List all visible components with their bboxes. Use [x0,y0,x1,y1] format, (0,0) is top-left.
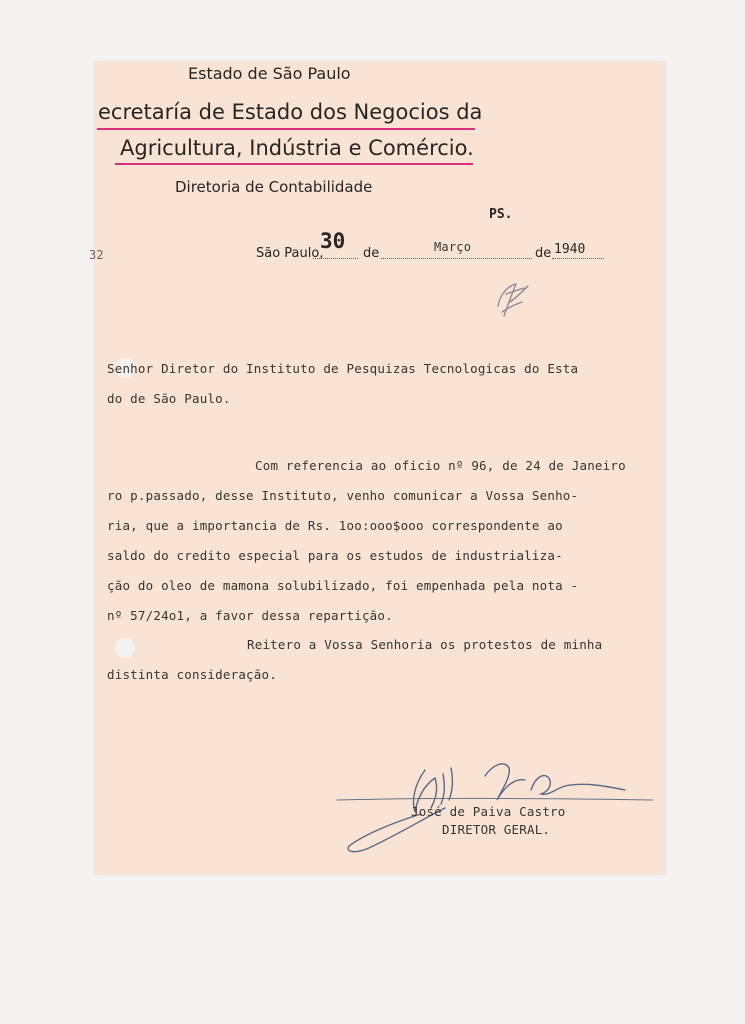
date-city-label: São Paulo, [256,246,324,261]
magenta-underline-2 [115,163,473,165]
letterhead-department: Diretoria de Contabilidade [175,178,373,196]
rubric-mark [488,272,538,332]
date-de-2: de [535,246,552,261]
date-year: 1940 [554,242,586,257]
paragraph-2-line-2: distinta consideração. [107,667,277,682]
signatory-name: José de Paiva Castro [411,804,566,819]
letterhead-secretariat-line1: ecretaría de Estado dos Negocios da [98,100,483,124]
letterhead-state: Estado de São Paulo [188,64,351,83]
date-day: 30 [320,229,346,253]
letter-paper [89,62,665,874]
magenta-underline-1 [97,128,475,130]
date-year-dots [552,258,604,259]
date-de-1: de [363,246,380,261]
address-line-2: do de São Paulo. [107,391,231,406]
paragraph-1-line-6: nº 57/24o1, a favor dessa repartição. [107,608,393,623]
paragraph-1-line-5: ção do oleo de mamona solubilizado, foi empenhada pela nota - [107,578,579,593]
paragraph-1-line-1: Com referencia ao oficio nº 96, de 24 de Janeiro [255,458,626,473]
punch-hole-bottom [115,638,135,658]
paragraph-2-line-1: Reitero a Vossa Senhoria os protestos de minha [247,637,603,652]
paragraph-1-line-3: ria, que a importancia de Rs. 1oo:ooo$ooo correspondente ao [107,518,563,533]
left-margin-number: 32 [89,248,104,262]
letterhead-secretariat-line2: Agricultura, Indústria e Comércio. [120,136,474,160]
paragraph-1-line-2: ro p.passado, desse Instituto, venho comunicar a Vossa Senho- [107,488,579,503]
date-month: Março [434,240,472,254]
signatory-title: DIRETOR GERAL. [442,822,551,837]
reference-initials: PS. [489,207,513,222]
date-day-dots [313,258,358,259]
date-month-dots [381,258,532,259]
paragraph-1-line-4: saldo do credito especial para os estudos de industrializa- [107,548,563,563]
handwritten-signature [335,742,665,862]
address-line-1: Senhor Diretor do Instituto de Pesquizas Tecnologicas do Esta [107,361,579,376]
